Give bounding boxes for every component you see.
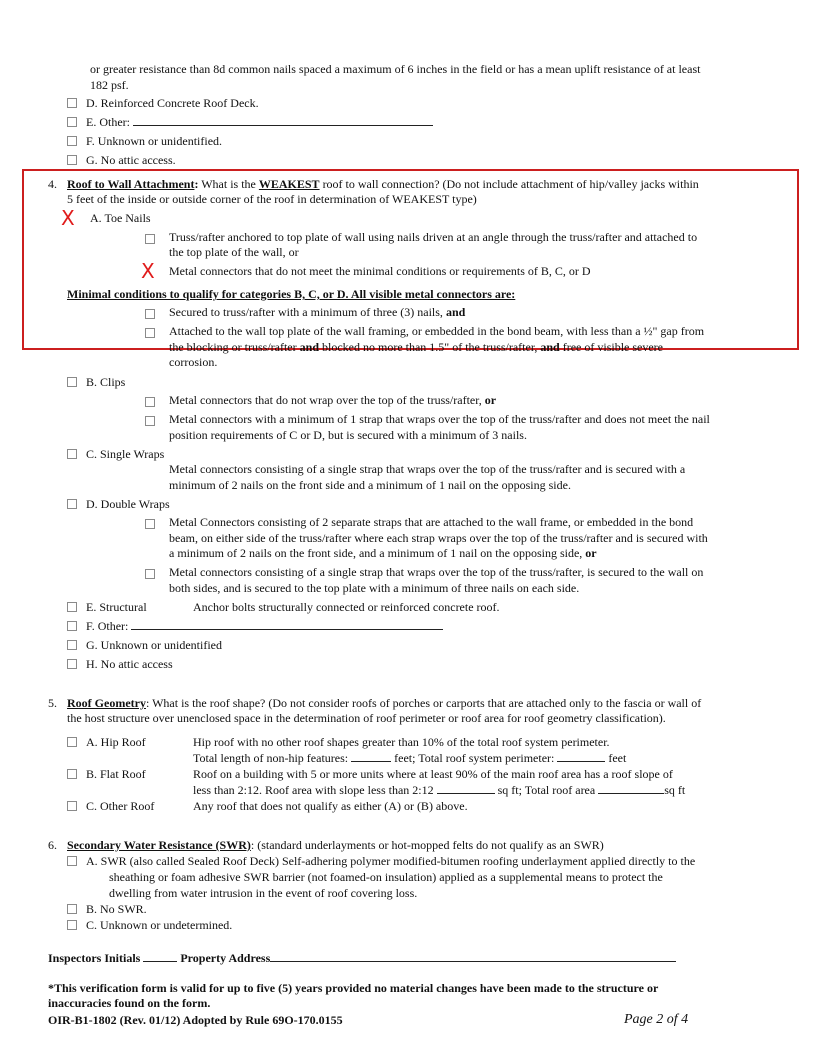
question-4-heading: Roof to Wall Attachment: What is the WEAKEST roof to wall connection? (Do not include attachment of hip/valley jacks within bbox=[67, 177, 699, 191]
single-wraps-text: Metal connectors consisting of a single strap that wraps over the top of the truss/rafter and is secured with a bbox=[169, 462, 686, 476]
checkbox[interactable] bbox=[67, 602, 77, 612]
low-slope-area-input[interactable] bbox=[437, 783, 495, 794]
other-fill-line[interactable] bbox=[133, 115, 433, 126]
clips-option-1: Metal connectors that do not wrap over the top of the truss/rafter, or bbox=[169, 393, 497, 407]
toe-nails-option-1-cont: the top plate of the wall, or bbox=[169, 245, 299, 259]
question-5-heading-cont: the host structure over unenclosed space in the determination of roof perimeter or roof area for roof geometry classification). bbox=[67, 711, 666, 725]
min-condition-2-cont: the blocking or truss/rafter and blocked no more than 1.5" of the truss/rafter, and free of visible severe bbox=[169, 340, 664, 354]
checkbox[interactable] bbox=[67, 659, 77, 669]
min-condition-1: Secured to truss/rafter with a minimum of three (3) nails, and bbox=[169, 305, 466, 319]
checkbox[interactable] bbox=[67, 98, 77, 108]
checkbox[interactable] bbox=[145, 519, 155, 529]
option-d-reinforced-concrete: D. Reinforced Concrete Roof Deck. bbox=[67, 96, 259, 112]
toe-nails-option-1: Truss/rafter anchored to top plate of wall using nails driven at an angle through the truss/rafter and attached to bbox=[169, 230, 698, 244]
double-wraps-option-1-cont2: a minimum of 2 nails on the front side, and a minimum of 1 nail on the opposing side, or bbox=[169, 546, 597, 560]
initials-input[interactable] bbox=[143, 951, 177, 962]
checkbox[interactable] bbox=[67, 801, 77, 811]
question-4-number: 4. bbox=[48, 177, 57, 191]
flat-roof-fields: less than 2:12. Roof area with slope less than 2:12 sq ft; Total roof area sq ft bbox=[193, 783, 686, 797]
option-e-other: E. Other: bbox=[67, 115, 433, 131]
option-d-double-wraps: D. Double Wraps bbox=[67, 497, 170, 513]
option-g-unknown: G. Unknown or unidentified bbox=[67, 638, 222, 654]
option-c-other-roof: C. Other Roof bbox=[67, 799, 154, 815]
validity-notice: *This verification form is valid for up to five (5) years provided no material changes have been made to the structure or bbox=[48, 981, 659, 995]
continuation-line-2: 182 psf. bbox=[90, 78, 129, 92]
page-number: Page 2 of 4 bbox=[624, 1012, 689, 1027]
min-condition-2-cont2: corrosion. bbox=[169, 355, 218, 369]
hip-roof-text: Hip roof with no other roof shapes greater than 10% of the total roof system perimeter. bbox=[193, 735, 610, 749]
other-fill-line[interactable] bbox=[131, 619, 443, 630]
checkbox[interactable] bbox=[67, 136, 77, 146]
checkbox[interactable] bbox=[67, 621, 77, 631]
checkbox[interactable] bbox=[67, 117, 77, 127]
checkbox[interactable] bbox=[67, 449, 77, 459]
checkbox[interactable] bbox=[145, 309, 155, 319]
checkbox[interactable] bbox=[67, 856, 77, 866]
question-5-heading: Roof Geometry: What is the roof shape? (Do not consider roofs of porches or carports that are attached only to the fascia or wall of bbox=[67, 696, 702, 710]
option-e-structural: E. Structural bbox=[67, 600, 147, 616]
option-f-other: F. Other: bbox=[67, 619, 443, 635]
minimal-conditions-heading: Minimal conditions to qualify for categories B, C, or D. All visible metal connectors are: bbox=[67, 287, 516, 301]
flat-roof-text: Roof on a building with 5 or more units where at least 90% of the main roof area has a roof slope of bbox=[193, 767, 673, 781]
total-roof-area-input[interactable] bbox=[598, 783, 664, 794]
roof-perimeter-input[interactable] bbox=[557, 751, 605, 762]
other-roof-text: Any roof that does not qualify as either (A) or (B) above. bbox=[193, 799, 468, 813]
red-x-mark: X bbox=[141, 259, 155, 283]
single-wraps-text-cont: minimum of 2 nails on the front side and a minimum of 1 nail on the opposing side. bbox=[169, 478, 571, 492]
option-h-no-attic: H. No attic access bbox=[67, 657, 173, 673]
inspector-row: Inspectors Initials Property Address bbox=[48, 951, 676, 967]
checkbox[interactable] bbox=[145, 569, 155, 579]
red-x-mark: X bbox=[61, 206, 75, 230]
option-b-no-swr: B. No SWR. bbox=[67, 902, 147, 918]
option-a-toe-nails: A. Toe Nails bbox=[90, 211, 151, 225]
option-b-clips: B. Clips bbox=[67, 375, 125, 391]
option-a-swr: A. SWR (also called Sealed Roof Deck) Self-adhering polymer modified-bitumen roofing underlayment applied directly to the bbox=[67, 854, 695, 870]
checkbox[interactable] bbox=[67, 640, 77, 650]
question-5-number: 5. bbox=[48, 696, 57, 710]
checkbox[interactable] bbox=[67, 499, 77, 509]
question-6-heading: Secondary Water Resistance (SWR): (standard underlayments or hot-mopped felts do not qualify as an SWR) bbox=[67, 838, 604, 852]
checkbox[interactable] bbox=[145, 416, 155, 426]
double-wraps-option-2: Metal connectors consisting of a single strap that wraps over the top of the truss/rafter, is secured to the wall on bbox=[169, 565, 704, 579]
double-wraps-option-2-cont: both sides, and is secured to the top plate with a minimum of three nails on each side. bbox=[169, 581, 580, 595]
clips-option-2-cont: position requirements of C or D, but is secured with a minimum of 3 nails. bbox=[169, 428, 527, 442]
checkbox[interactable] bbox=[67, 920, 77, 930]
option-f-unknown: F. Unknown or unidentified. bbox=[67, 134, 222, 150]
option-c-single-wraps: C. Single Wraps bbox=[67, 447, 164, 463]
checkbox[interactable] bbox=[67, 377, 77, 387]
question-6-number: 6. bbox=[48, 838, 57, 852]
checkbox[interactable] bbox=[67, 769, 77, 779]
question-4-heading-cont: 5 feet of the inside or outside corner of the roof in determination of WEAKEST type) bbox=[67, 192, 477, 206]
option-c-unknown: C. Unknown or undetermined. bbox=[67, 918, 232, 934]
non-hip-length-input[interactable] bbox=[351, 751, 391, 762]
hip-roof-fields: Total length of non-hip features: feet; Total roof system perimeter: feet bbox=[193, 751, 627, 765]
form-id: OIR-B1-1802 (Rev. 01/12) Adopted by Rule 69O-170.0155 bbox=[48, 1013, 343, 1027]
swr-text-cont2: dwelling from water intrusion in the event of roof covering loss. bbox=[109, 886, 418, 900]
property-address-input[interactable] bbox=[270, 951, 676, 962]
clips-option-2: Metal connectors with a minimum of 1 strap that wraps over the top of the truss/rafter and does not meet the nail bbox=[169, 412, 710, 426]
structural-text: Anchor bolts structurally connected or reinforced concrete roof. bbox=[193, 600, 500, 614]
swr-text-cont: sheathing or foam adhesive SWR barrier (not foamed-on insulation) applied as a supplemental means to protect the bbox=[109, 870, 663, 884]
continuation-line-1: or greater resistance than 8d common nails spaced a maximum of 6 inches in the field or has a mean uplift resistance of at least bbox=[90, 62, 701, 76]
checkbox[interactable] bbox=[67, 904, 77, 914]
checkbox[interactable] bbox=[145, 328, 155, 338]
checkbox[interactable] bbox=[67, 155, 77, 165]
min-condition-2: Attached to the wall top plate of the wall framing, or embedded in the bond beam, with less than a ½" gap from bbox=[169, 324, 705, 338]
option-g-no-attic: G. No attic access. bbox=[67, 153, 176, 169]
option-b-flat-roof: B. Flat Roof bbox=[67, 767, 146, 783]
checkbox[interactable] bbox=[67, 737, 77, 747]
checkbox[interactable] bbox=[145, 234, 155, 244]
checkbox[interactable] bbox=[145, 397, 155, 407]
double-wraps-option-1-cont: beam, on either side of the truss/rafter where each strap wraps over the top of the truss/rafter and is secured with bbox=[169, 531, 708, 545]
validity-notice-cont: inaccuracies found on the form. bbox=[48, 996, 211, 1010]
double-wraps-option-1: Metal Connectors consisting of 2 separate straps that are attached to the wall frame, or embedded in the bond bbox=[169, 515, 694, 529]
toe-nails-option-2: Metal connectors that do not meet the minimal conditions or requirements of B, C, or D bbox=[169, 264, 591, 278]
option-a-hip-roof: A. Hip Roof bbox=[67, 735, 146, 751]
